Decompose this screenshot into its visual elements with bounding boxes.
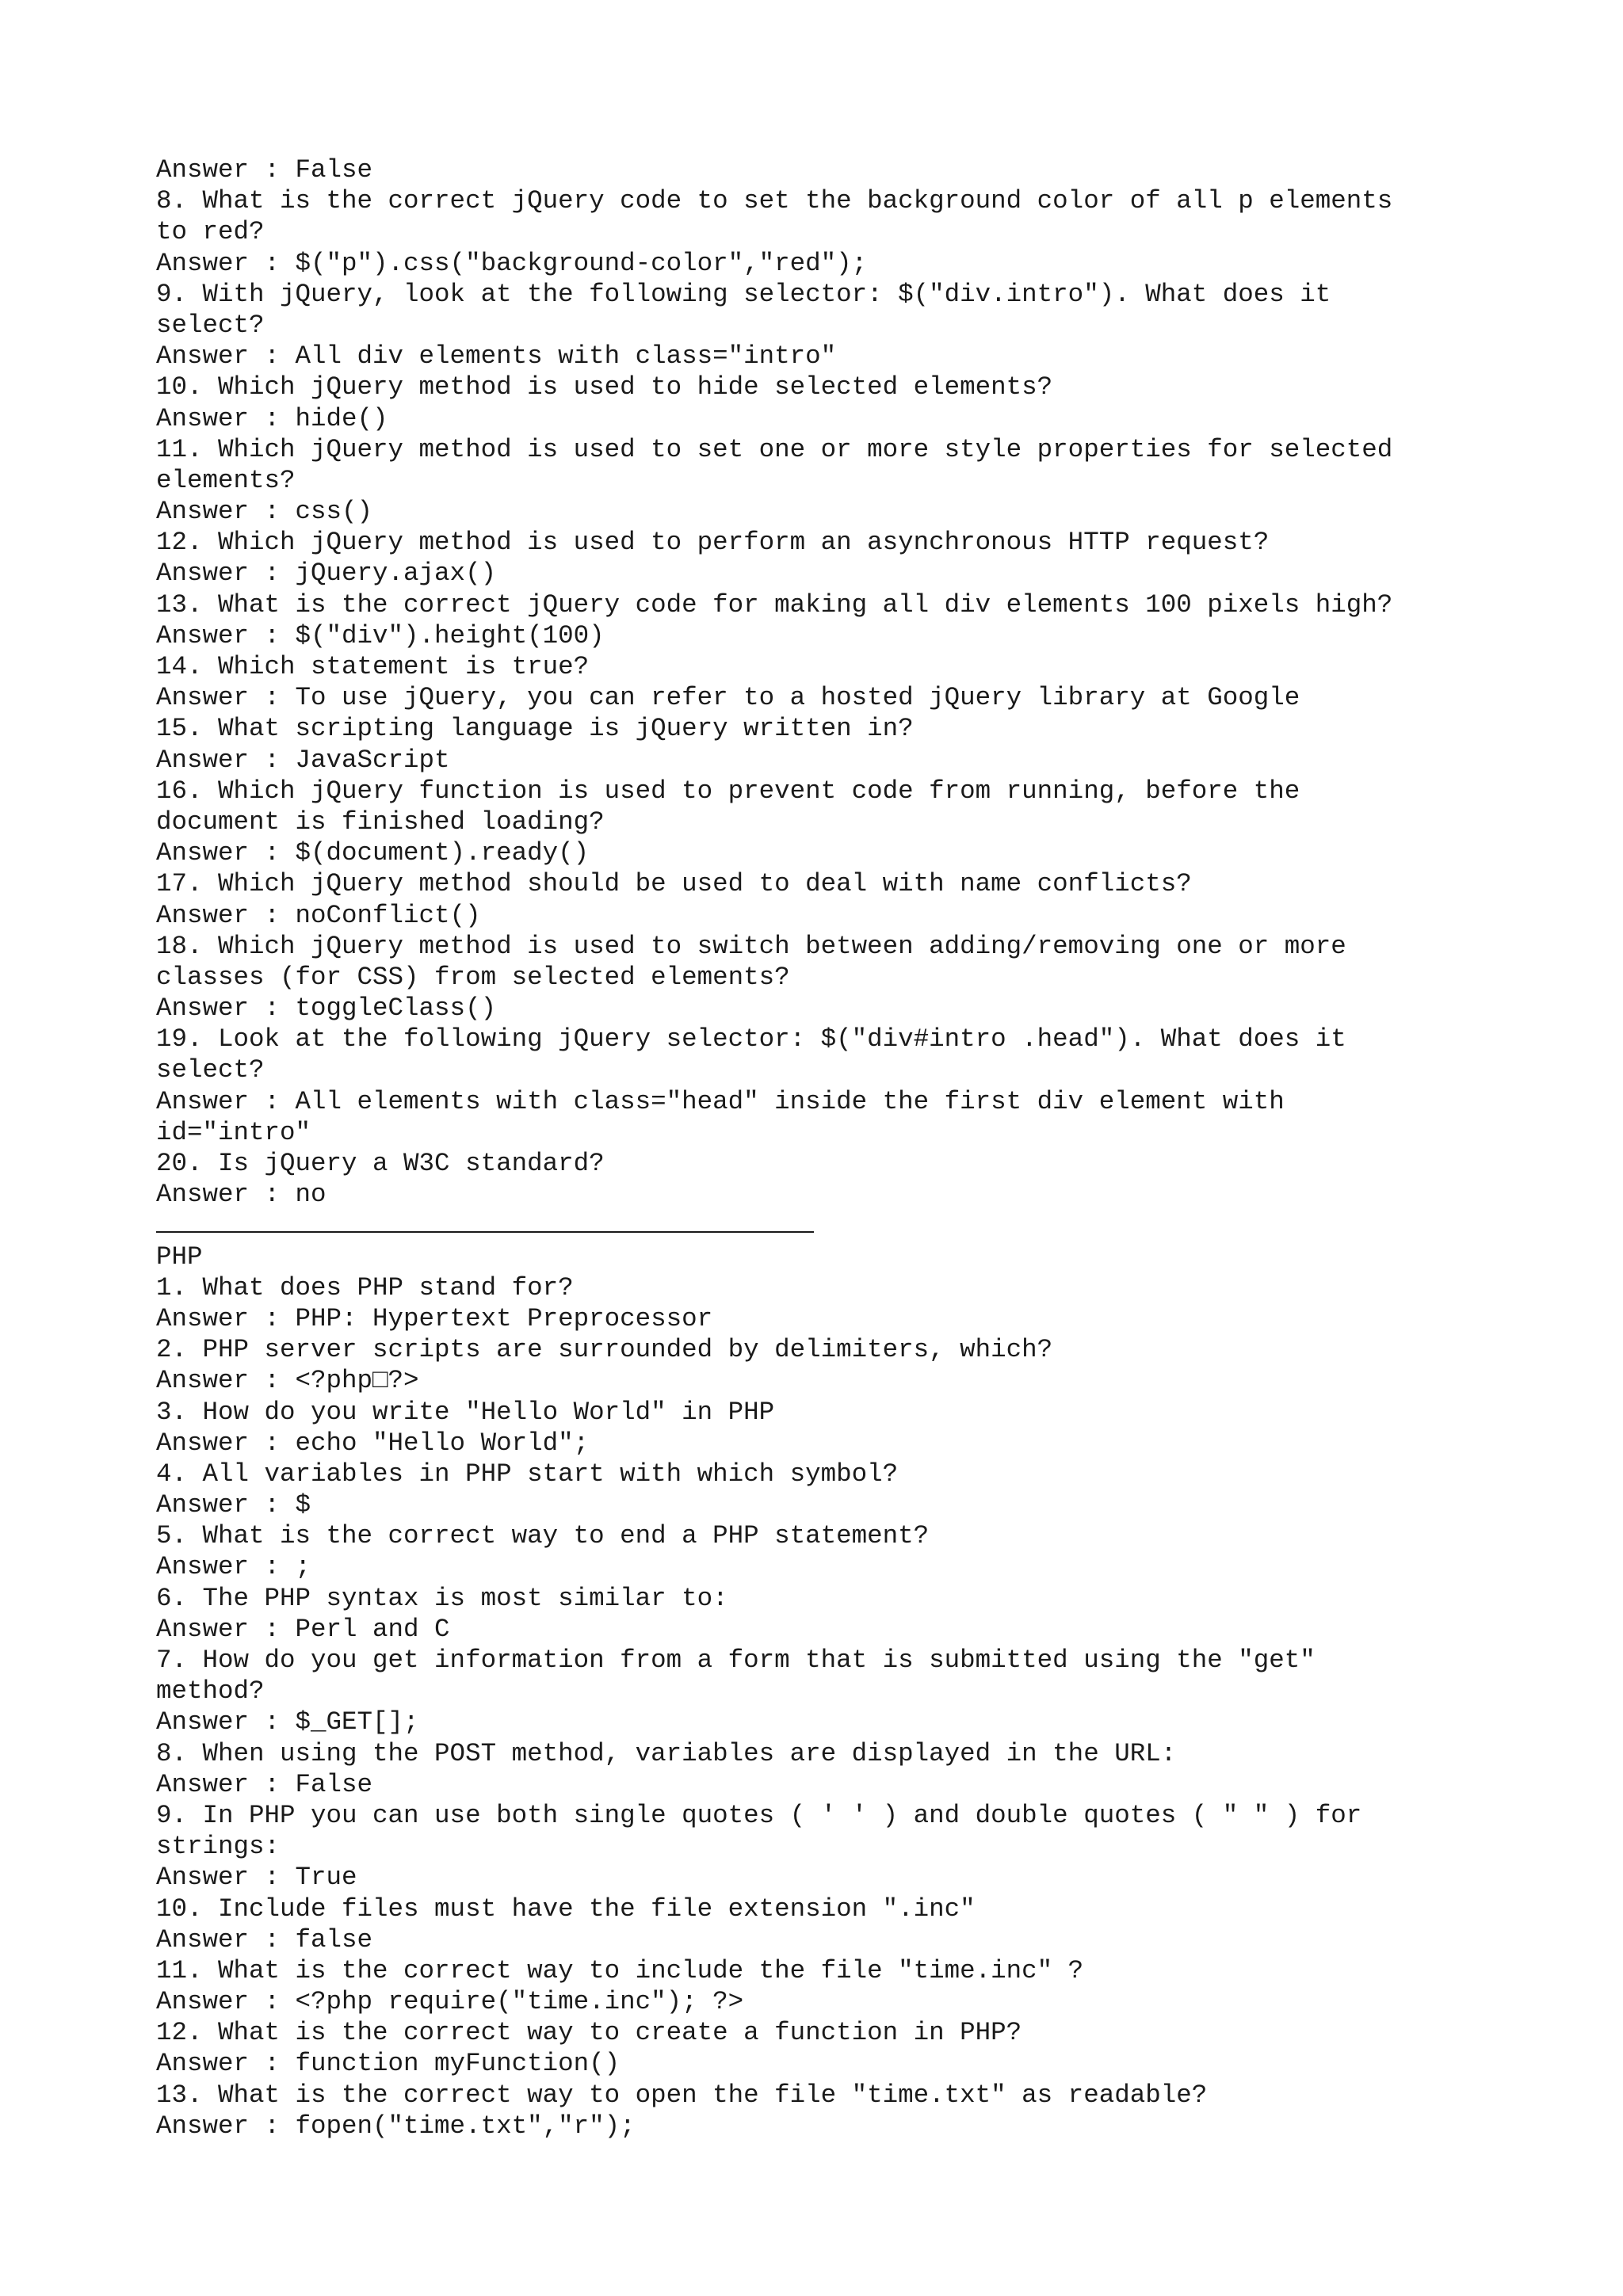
text-line: 9. In PHP you can use both single quotes ( ' ' ) and double quotes ( " " ) for bbox=[156, 1800, 1362, 1830]
text-line: 5. What is the correct way to end a PHP statement? bbox=[156, 1521, 930, 1551]
text-line: 3. How do you write "Hello World" in PHP bbox=[156, 1397, 775, 1427]
text-line: 8. When using the POST method, variables are displayed in the URL: bbox=[156, 1738, 1177, 1768]
text-line: Answer : All elements with class="head" inside the first div element with bbox=[156, 1086, 1285, 1116]
text-line: Answer : <?php require("time.inc"); ?> bbox=[156, 1987, 744, 2017]
text-line: id="intro" bbox=[156, 1117, 311, 1147]
text-line: Answer : False bbox=[156, 155, 373, 185]
document-page bbox=[156, 154, 1503, 2142]
text-line: document is finished loading? bbox=[156, 807, 605, 837]
text-line: Answer : $("p").css("background-color","red"); bbox=[156, 248, 868, 278]
text-line: 20. Is jQuery a W3C standard? bbox=[156, 1149, 605, 1178]
text-line: Answer : True bbox=[156, 1863, 357, 1893]
text-line: Answer : false bbox=[156, 1924, 373, 1955]
text-line: Answer : fopen("time.txt","r"); bbox=[156, 2111, 636, 2141]
php-section bbox=[156, 1241, 1503, 2142]
text-line: 2. PHP server scripts are surrounded by delimiters, which? bbox=[156, 1335, 1053, 1365]
text-line: strings: bbox=[156, 1832, 281, 1862]
text-line: 10. Include files must have the file extension ".inc" bbox=[156, 1894, 976, 1924]
text-line: Answer : css() bbox=[156, 497, 373, 527]
text-line: 13. What is the correct jQuery code for making all div elements 100 pixels high? bbox=[156, 589, 1393, 620]
text-line: 9. With jQuery, look at the following selector: $("div.intro"). What does it bbox=[156, 279, 1331, 309]
text-line: 6. The PHP syntax is most similar to: bbox=[156, 1583, 728, 1613]
section-divider-wrap bbox=[156, 1210, 1503, 1241]
text-line: select? bbox=[156, 1055, 265, 1085]
text-line: Answer : hide() bbox=[156, 403, 388, 433]
text-line: Answer : function myFunction() bbox=[156, 2049, 621, 2079]
text-line: Answer : echo "Hello World"; bbox=[156, 1428, 590, 1458]
text-line: method? bbox=[156, 1676, 265, 1707]
text-line: Answer : $(document).ready() bbox=[156, 838, 590, 868]
jquery-section bbox=[156, 154, 1503, 1210]
text-line: Answer : jQuery.ajax() bbox=[156, 559, 497, 589]
text-line: 4. All variables in PHP start with which symbol? bbox=[156, 1459, 899, 1489]
text-line: 19. Look at the following jQuery selector: $("div#intro .head"). What does it bbox=[156, 1024, 1346, 1055]
text-line: 11. What is the correct way to include the file "time.inc" ? bbox=[156, 1955, 1084, 1985]
text-line: Answer : To use jQuery, you can refer to a hosted jQuery library at Google bbox=[156, 683, 1300, 713]
text-line: 18. Which jQuery method is used to switch between adding/removing one or more bbox=[156, 931, 1346, 961]
text-line: to red? bbox=[156, 217, 265, 247]
text-line: Answer : False bbox=[156, 1769, 373, 1799]
text-line: 17. Which jQuery method should be used to deal with name conflicts? bbox=[156, 869, 1192, 899]
text-line: 12. What is the correct way to create a function in PHP? bbox=[156, 2018, 1022, 2048]
text-line: Answer : <?php□?> bbox=[156, 1366, 419, 1396]
text-line: 14. Which statement is true? bbox=[156, 652, 590, 681]
text-line: 10. Which jQuery method is used to hide selected elements? bbox=[156, 372, 1053, 402]
text-line: Answer : ; bbox=[156, 1552, 311, 1582]
text-line: Answer : toggleClass() bbox=[156, 994, 497, 1024]
text-line: 8. What is the correct jQuery code to set the background color of all p elements bbox=[156, 186, 1393, 216]
text-line: 11. Which jQuery method is used to set one or more style properties for selected bbox=[156, 434, 1393, 464]
text-line: classes (for CSS) from selected elements? bbox=[156, 962, 790, 992]
text-line: Answer : noConflict() bbox=[156, 900, 481, 930]
text-line: Answer : $ bbox=[156, 1490, 311, 1520]
text-line: 13. What is the correct way to open the file "time.txt" as readable? bbox=[156, 2080, 1208, 2110]
text-line: 16. Which jQuery function is used to prevent code from running, before the bbox=[156, 776, 1300, 806]
text-line: 7. How do you get information from a form that is submitted using the "get" bbox=[156, 1646, 1316, 1675]
text-line: select? bbox=[156, 310, 265, 340]
section-divider bbox=[156, 1231, 814, 1233]
text-line: 12. Which jQuery method is used to perform an asynchronous HTTP request? bbox=[156, 528, 1270, 558]
section-heading: PHP bbox=[156, 1241, 203, 1272]
text-line: Answer : $_GET[]; bbox=[156, 1707, 419, 1737]
text-line: 1. What does PHP stand for? bbox=[156, 1272, 574, 1302]
text-line: elements? bbox=[156, 465, 296, 495]
text-line: Answer : PHP: Hypertext Preprocessor bbox=[156, 1303, 713, 1333]
text-line: Answer : All div elements with class="intro" bbox=[156, 341, 837, 372]
text-line: Answer : no bbox=[156, 1180, 327, 1210]
text-line: 15. What scripting language is jQuery written in? bbox=[156, 714, 914, 744]
text-line: Answer : $("div").height(100) bbox=[156, 620, 605, 650]
text-line: Answer : Perl and C bbox=[156, 1614, 450, 1644]
text-line: Answer : JavaScript bbox=[156, 745, 450, 775]
